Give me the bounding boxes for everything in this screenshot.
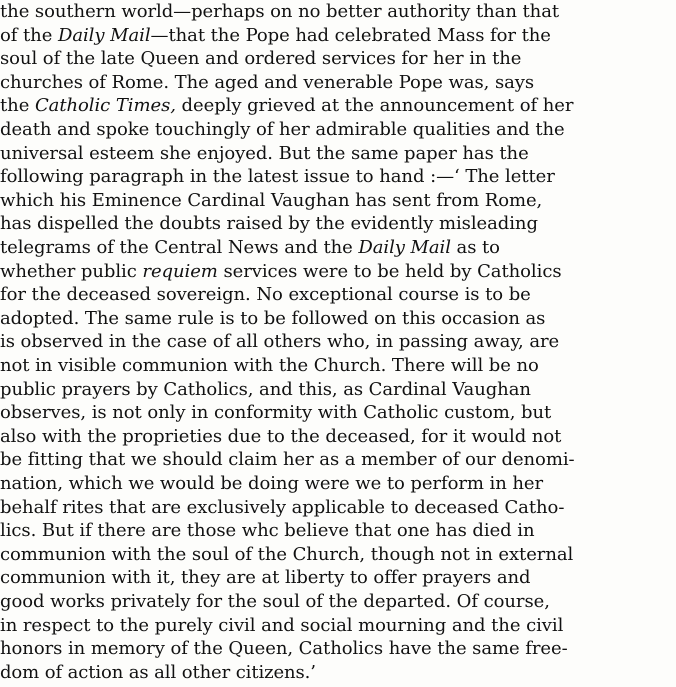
text-line [0, 166, 676, 188]
text-line [0, 1, 676, 23]
text-segment: telegrams of the Central News and the [0, 237, 359, 258]
text-segment: death and spoke touchingly of her admirable qualities and the [0, 119, 565, 140]
text-segment: dom of action as all other citizens.’ [0, 661, 316, 683]
text-line [0, 567, 676, 589]
text-segment: be fitting that we should claim her as a member of our denomi- [0, 449, 575, 471]
text-line [0, 426, 676, 448]
text-line [0, 662, 676, 684]
text-line [0, 261, 676, 283]
text-line [0, 520, 676, 542]
text-segment: observes, is not only in conformity with Catholic custom, but [0, 402, 552, 424]
text-line [0, 638, 676, 660]
text-line [0, 615, 676, 637]
text-line [0, 284, 676, 306]
text-segment: —that the Pope had celebrated Mass for the [150, 24, 551, 46]
text-segment: churches of Rome. The aged and venerable Pope was, says [0, 71, 535, 93]
italic-text-segment: Daily Mail [358, 237, 451, 258]
text-line [0, 72, 676, 94]
text-segment: whether public [0, 260, 143, 282]
text-segment: soul of the late Queen and ordered services for her in the [0, 48, 522, 70]
text-segment: the southern world—perhaps on no better authority than that [0, 1, 560, 22]
text-segment: deeply grieved at the announcement of her [175, 95, 574, 117]
text-line [0, 379, 676, 401]
text-line [0, 544, 676, 566]
text-segment: adopted. The same rule is to be followed on this occasion as [0, 307, 546, 329]
text-segment: public prayers by Catholics, and this, as Cardinal Vaughan [0, 378, 531, 400]
text-line [0, 119, 676, 141]
text-segment: communion with it, they are at liberty to offer prayers and [0, 567, 531, 589]
text-segment: communion with the soul of the Church, though not in external [0, 543, 574, 565]
text-line [0, 402, 676, 424]
text-line [0, 237, 676, 259]
italic-text-segment: Daily Mail [57, 24, 151, 46]
text-segment: honors in memory of the Queen, Catholics have the same free- [0, 638, 568, 660]
text-segment: as to [450, 237, 500, 258]
text-line [0, 591, 676, 613]
text-line [0, 331, 676, 353]
text-segment: nation, which we would be doing were we to perform in her [0, 473, 544, 494]
text-line [0, 143, 676, 165]
text-segment: not in visible communion with the Church. There will be no [0, 355, 539, 376]
text-segment: following paragraph in the latest issue to hand :—‘ The letter [0, 166, 555, 188]
text-line [0, 213, 676, 235]
text-segment: of the [0, 24, 58, 46]
text-line [0, 25, 676, 47]
text-segment: lics. But if there are those whc believe that one has died in [0, 520, 535, 542]
italic-text-segment: requiem [142, 260, 218, 282]
text-segment: for the deceased sovereign. No exceptional course is to be [0, 284, 531, 306]
text-line [0, 473, 676, 495]
text-line [0, 190, 676, 212]
text-segment: has dispelled the doubts raised by the evidently misleading [0, 213, 538, 235]
text-segment: services were to be held by Catholics [217, 260, 562, 282]
text-line [0, 497, 676, 519]
text-segment: is observed in the case of all others who, in passing away, are [0, 331, 560, 353]
text-segment: universal esteem she enjoyed. But the same paper has the [0, 142, 529, 164]
text-segment: the [0, 95, 35, 117]
text-line [0, 95, 676, 117]
text-segment: also with the proprieties due to the deceased, for it would not [0, 425, 562, 447]
text-line [0, 48, 676, 70]
text-segment: behalf rites that are exclusively applicable to deceased Catho- [0, 496, 565, 518]
text-line [0, 449, 676, 471]
text-line [0, 355, 676, 377]
text-line [0, 308, 676, 330]
text-segment: which his Eminence Cardinal Vaughan has sent from Rome, [0, 189, 543, 211]
italic-text-segment: Catholic Times, [34, 95, 176, 117]
text-segment: good works privately for the soul of the departed. Of course, [0, 591, 550, 612]
text-segment: in respect to the purely civil and social mourning and the civil [0, 614, 564, 636]
